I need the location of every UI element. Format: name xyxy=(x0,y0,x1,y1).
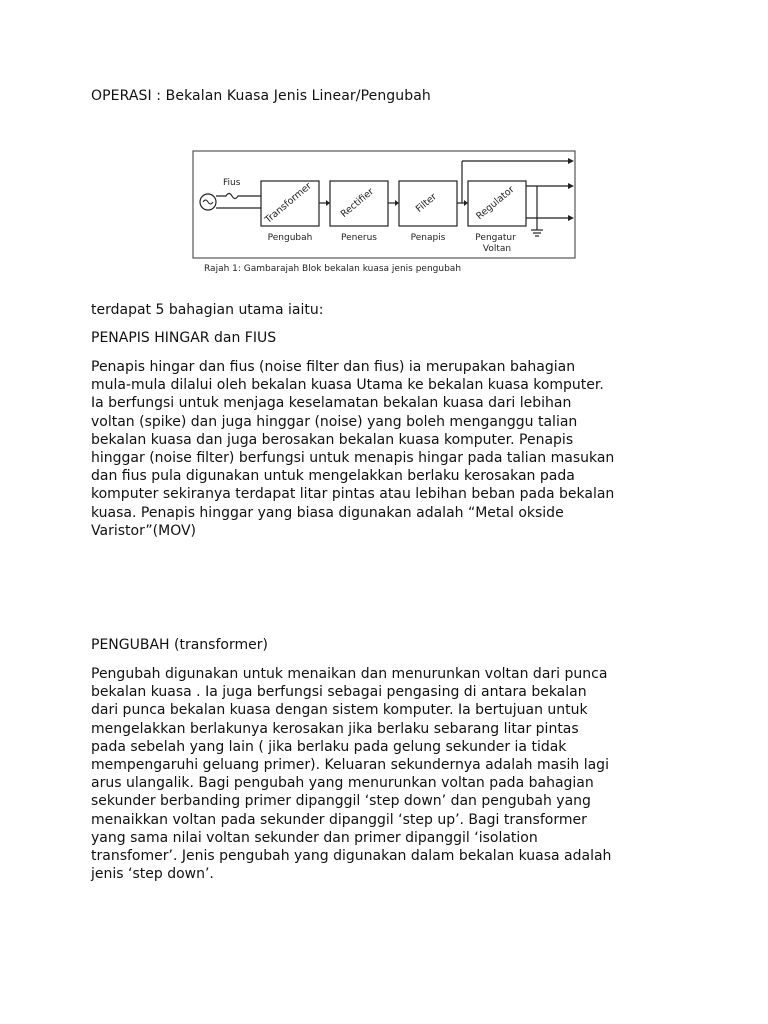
section2-heading: PENGUBAH (transformer) xyxy=(91,637,268,653)
paragraph-line: dan fius pula digunakan untuk mengelakkan berlaku kerosakan pada xyxy=(91,468,575,485)
paragraph-line: dari punca bekalan kuasa dengan sistem komputer. Ia bertujuan untuk xyxy=(91,702,588,719)
document-title: OPERASI : Bekalan Kuasa Jenis Linear/Pengubah xyxy=(91,88,431,104)
figure-caption: Rajah 1: Gambarajah Blok bekalan kuasa jenis pengubah xyxy=(204,264,462,274)
regulator-block-name: Regulator xyxy=(474,184,517,223)
paragraph-line: sekunder berbanding primer dipanggil ‘step down’ dan pengubah yang xyxy=(91,793,591,810)
paragraph-line: bekalan kuasa dan juga berosakan bekalan kuasa komputer. Penapis xyxy=(91,431,574,448)
transformer-label: Pengubah xyxy=(267,233,313,243)
paragraph-line: arus ulangalik. Bagi pengubah yang menurunkan voltan pada bahagian xyxy=(91,775,594,792)
paragraph-line: Ia berfungsi untuk menjaga keselamatan bekalan kuasa dari lebihan xyxy=(91,395,572,412)
paragraph-line: jenis ‘step down’. xyxy=(91,866,214,883)
filter-block-name: Filter xyxy=(413,191,439,215)
rectifier-label: Penerus xyxy=(341,233,377,243)
paragraph-line: Penapis hingar dan fius (noise filter dan fius) ia merupakan bahagian xyxy=(91,359,576,375)
paragraph-line: transfomer’. Jenis pengubah yang digunakan dalam bekalan kuasa adalah xyxy=(91,848,612,865)
paragraph-line: komputer sekiranya terdapat litar pintas atau lebihan beban pada bekalan xyxy=(91,486,615,503)
paragraph-line: yang sama nilai voltan sekunder dan primer dipanggil ‘isolation xyxy=(91,829,538,846)
transformer-block-name: Transformer xyxy=(263,180,314,226)
paragraph-line: pada sebelah yang lain ( jika berlaku pada gelung sekunder ia tidak xyxy=(91,738,567,755)
block-diagram xyxy=(192,150,576,276)
paragraph-line: hinggar (noise filter) berfungsi untuk menapis hingar pada talian masukan xyxy=(91,450,615,467)
rectifier-block-name: Rectifier xyxy=(338,186,376,220)
paragraph-line: bekalan kuasa . Ia juga berfungsi sebagai pengasing di antara bekalan xyxy=(91,684,587,701)
paragraph-line: menaikkan voltan pada sekunder dipanggil ‘step up’. Bagi transformer xyxy=(91,811,587,828)
section1-paragraph xyxy=(91,358,691,540)
regulator-label: Pengatur Voltan xyxy=(475,233,516,254)
paragraph-line: Pengubah digunakan untuk menaikan dan menurunkan voltan dari punca xyxy=(91,666,608,682)
filter-label: Penapis xyxy=(410,233,446,243)
section2-paragraph xyxy=(91,665,691,883)
paragraph-line: kuasa. Penapis hinggar yang biasa digunakan adalah “Metal okside xyxy=(91,504,564,521)
fuse-label: Fius xyxy=(223,178,241,188)
block-diagram-figure xyxy=(192,150,576,276)
section1-heading: PENAPIS HINGAR dan FIUS xyxy=(91,330,277,346)
paragraph-line: voltan (spike) dan juga hinggar (noise) yang boleh menganggu talian xyxy=(91,413,578,430)
paragraph-line: mempengaruhi geluang primer). Keluaran sekundernya adalah masih lagi xyxy=(91,757,609,774)
paragraph-line: Varistor”(MOV) xyxy=(91,522,197,539)
paragraph-line: mengelakkan berlakunya kerosakan jika berlaku sebarang litar pintas xyxy=(91,720,579,737)
intro-text: terdapat 5 bahagian utama iaitu: xyxy=(91,302,324,318)
paragraph-line: mula-mula dilalui oleh bekalan kuasa Utama ke bekalan kuasa komputer. xyxy=(91,377,604,394)
